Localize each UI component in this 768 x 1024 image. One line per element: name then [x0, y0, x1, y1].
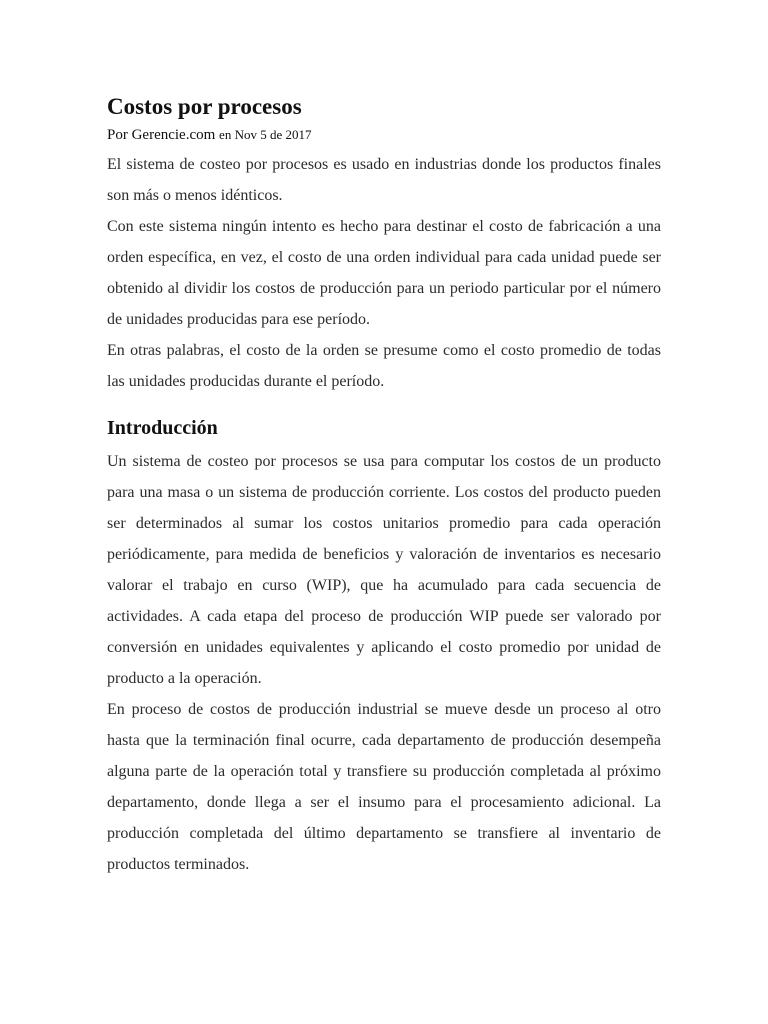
byline: [107, 124, 661, 146]
document-page: [107, 90, 661, 880]
byline-author: Por Gerencie.com: [107, 127, 216, 143]
section-heading-introduccion: Introducción: [107, 417, 218, 439]
section-paragraph-2: En proceso de costos de producción industrial se mueve desde un proceso al otro hasta que la terminación final ocurre, cada departamento de producción desempeña alguna parte de la operación total y transfiere su producción completada al próximo departamento, donde llega a ser el insumo para el procesamiento adicional. La producción completada del último departamento se transfiere al inventario de productos terminados.: [107, 701, 661, 873]
byline-date: en Nov 5 de 2017: [219, 127, 312, 142]
intro-paragraph-2: Con este sistema ningún intento es hecho para destinar el costo de fabricación a una orden específica, en vez, el costo de una orden individual para cada unidad puede ser obtenido al dividir los costos de producción para un periodo particular por el número de unidades producidas para ese período.: [107, 218, 661, 328]
intro-paragraph-1: El sistema de costeo por procesos es usado en industrias donde los productos finales son más o menos idénticos.: [107, 156, 661, 204]
page-title: Costos por procesos: [107, 94, 302, 119]
intro-paragraph-3: En otras palabras, el costo de la orden se presume como el costo promedio de todas las unidades producidas durante el período.: [107, 342, 661, 390]
section-paragraph-1: Un sistema de costeo por procesos se usa para computar los costos de un producto para una masa o un sistema de producción corriente. Los costos del producto pueden ser determinados al sumar los costos unitarios promedio para cada operación periódicamente, para medida de beneficios y valoración de inventarios es necesario valorar el trabajo en curso (WIP), que ha acumulado para cada secuencia de actividades. A cada etapa del proceso de producción WIP puede ser valorado por conversión en unidades equivalentes y aplicando el costo promedio por unidad de producto a la operación.: [107, 453, 661, 687]
